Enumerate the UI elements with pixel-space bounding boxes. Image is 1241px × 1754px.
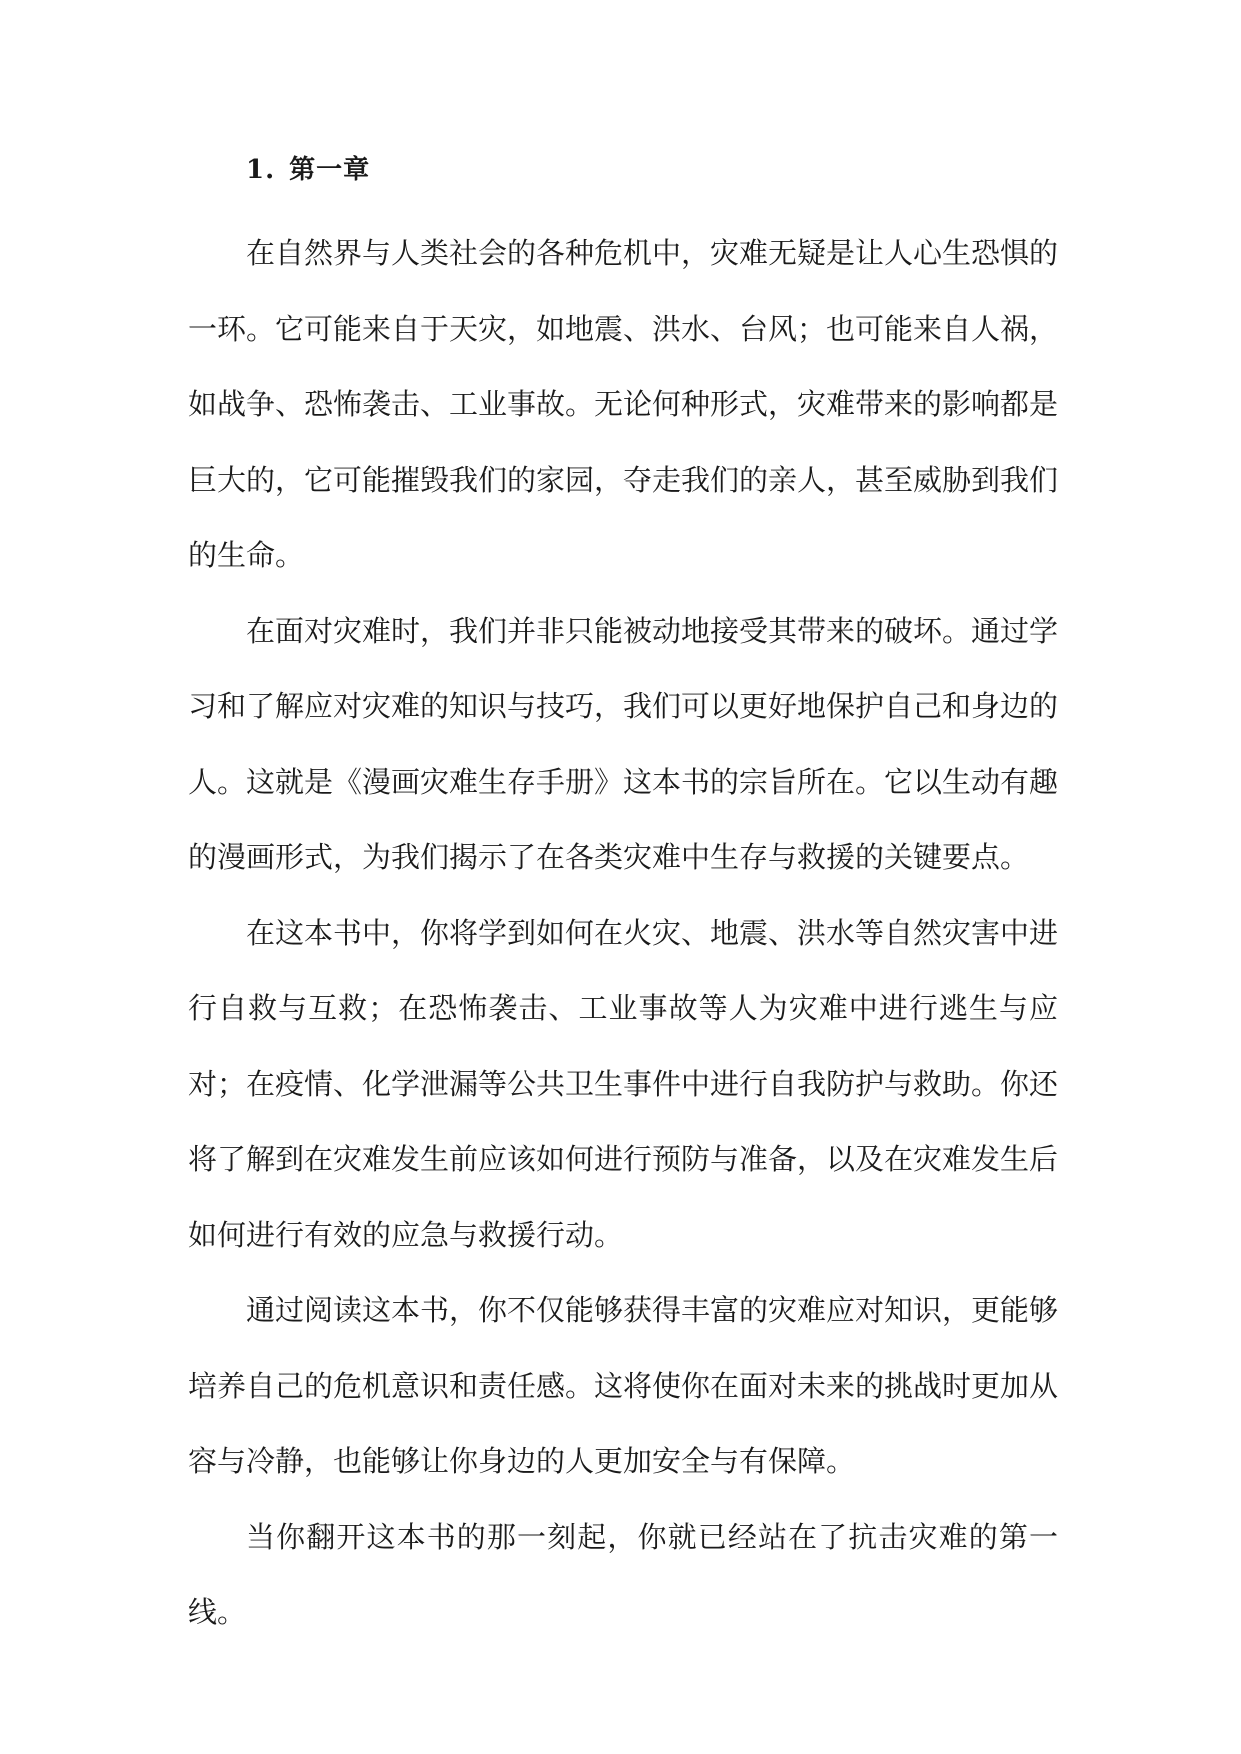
paragraph-2: 在面对灾难时，我们并非只能被动地接受其带来的破坏。通过学习和了解应对灾难的知识与技巧，我们可以更好地保护自己和身边的人。这就是《漫画灾难生存手册》这本书的宗旨所在。它以生动有趣的漫画形式，为我们揭示了在各类灾难中生存与救援的关键要点。 bbox=[188, 613, 1059, 874]
heading-spacer bbox=[188, 200, 1058, 216]
paragraph-4: 通过阅读这本书，你不仅能够获得丰富的灾难应对知识，更能够培养自己的危机意识和责任感。这将使你在面对未来的挑战时更加从容与冷静，也能够让你身边的人更加安全与有保障。 bbox=[188, 1293, 1059, 1478]
paragraph-3: 在这本书中，你将学到如何在火灾、地震、洪水等自然灾害中进行自救与互救；在恐怖袭击、工业事故等人为灾难中进行逃生与应对；在疫情、化学泄漏等公共卫生事件中进行自我防护与救助。你还将了解到在灾难发生前应该如何进行预防与准备，以及在灾难发生后如何进行有效的应急与救援行动。 bbox=[188, 915, 1059, 1252]
chapter-title: 第一章 bbox=[289, 155, 371, 185]
paragraph-1: 在自然界与人类社会的各种危机中，灾难无疑是让人心生恐惧的一环。它可能来自于天灾，如地震、洪水、台风；也可能来自人祸，如战争、恐怖袭击、工业事故。无论何种形式，灾难带来的影响都是巨大的，它可能摧毁我们的家园，夺走我们的亲人，甚至威胁到我们的生命。 bbox=[188, 236, 1059, 572]
document-page bbox=[188, 140, 1058, 1651]
chapter-heading bbox=[188, 140, 1058, 200]
paragraph-5: 当你翻开这本书的那一刻起，你就已经站在了抗击灾难的第一线。 bbox=[188, 1519, 1058, 1629]
chapter-number: 1. bbox=[246, 155, 276, 185]
